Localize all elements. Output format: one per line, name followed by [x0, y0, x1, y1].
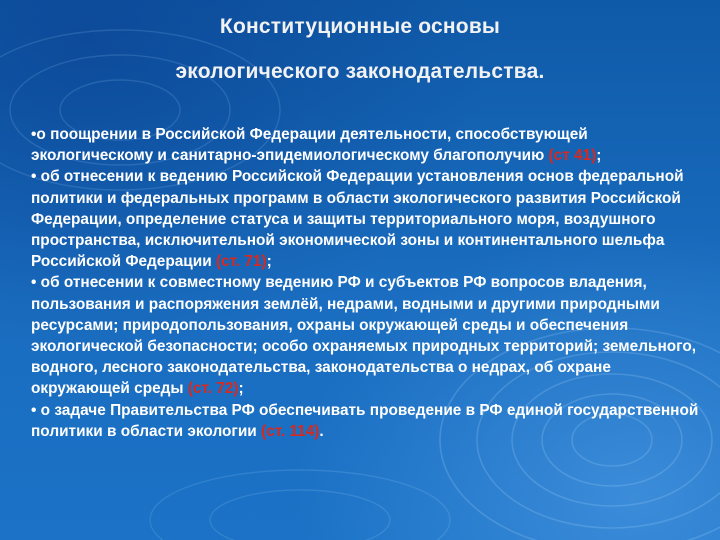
article-reference: (ст. 71) — [215, 253, 267, 271]
list-item — [31, 400, 699, 442]
article-reference: (ст 41) — [548, 147, 597, 165]
item-text: • об отнесении к ведению Российской Федерации установления основ федеральной политики и федеральных программ в области экологического развития Российской Федерации, определение статуса и защиты территориального моря, воздушного пространства, исключительной экономической зоны и континентального шельфа Российской Федерации — [31, 168, 684, 271]
list-item — [31, 124, 699, 166]
item-text: • об отнесении к совместному ведению РФ и субъектов РФ вопросов владения, пользования и распоряжения землёй, недрами, водными и другими природными ресурсами; природопользования, охраны окружающей среды и обеспечения экологической безопасности; особо охраняемых природных территорий; земельного, водного, лесного законодательства, законодательства о недрах, об охране окружающей среды — [31, 274, 697, 398]
item-text: •о поощрении в Российской Федерации деятельности, способствующей экологическому и санитарно-эпидемиологическому благополучию — [31, 126, 588, 165]
item-punctuation: ; — [266, 253, 272, 271]
article-reference: (ст. 72) — [187, 380, 239, 398]
list-item — [31, 272, 699, 399]
slide-body — [31, 124, 699, 442]
slide-title-line-1: Конституционные основы — [219, 15, 501, 38]
item-punctuation: . — [319, 422, 324, 440]
item-text: • о задаче Правительства РФ обеспечивать проведение в РФ единой государственной политики в области экологии — [31, 401, 699, 440]
item-punctuation: ; — [596, 147, 602, 165]
slide-title-line-2: экологического законодательства. — [175, 60, 545, 83]
article-reference: (ст. 114) — [261, 422, 320, 440]
item-punctuation: ; — [238, 380, 244, 398]
list-item — [31, 166, 699, 272]
